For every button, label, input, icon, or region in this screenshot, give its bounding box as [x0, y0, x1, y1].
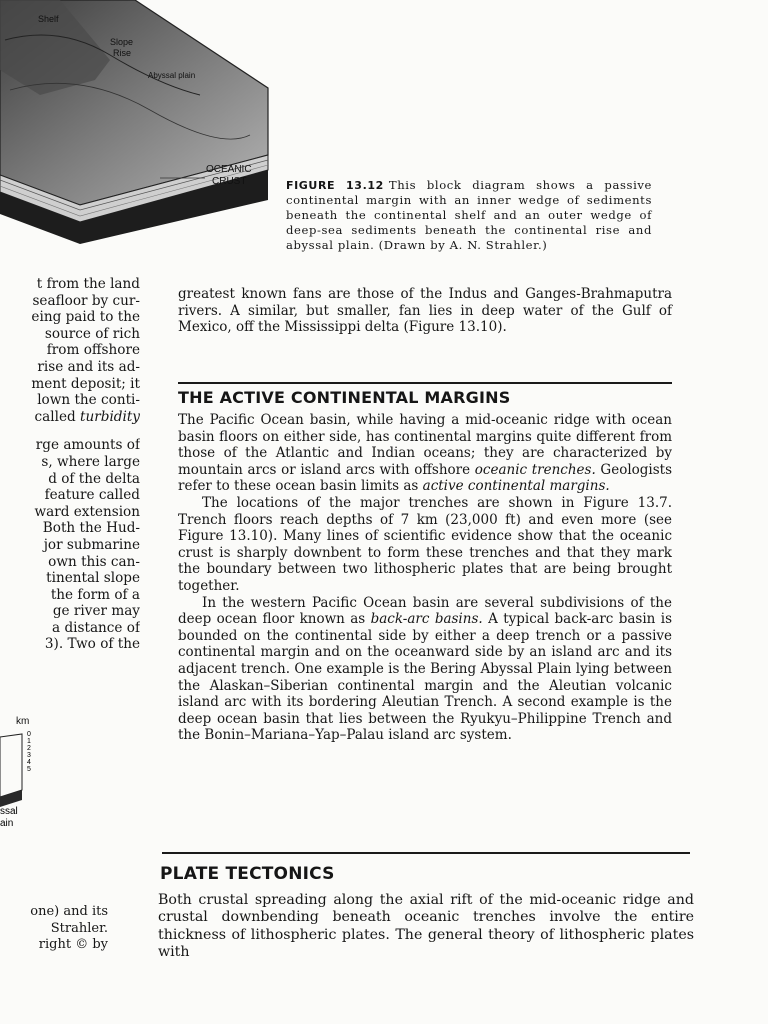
depth-unit-label: km	[16, 716, 30, 727]
left-line: feature called	[44, 487, 140, 504]
left-line: lown the conti-	[37, 392, 140, 409]
block-diagram-figure	[0, 0, 280, 245]
figure-label-slope: Slope	[110, 37, 134, 47]
left-line: tinental slope	[46, 570, 140, 587]
paragraph-text: The Pacific Ocean basin, while having a mid-oceanic ridge with ocean basin floors on either side, has continental margins quite different from those of the Atlantic and Indian oceans; they are characterized by mountain arcs or island arcs with offshore	[178, 412, 672, 478]
left-line: source of rich	[44, 325, 140, 342]
left-line: the form of a	[50, 586, 140, 603]
plate-tectonics-paragraph: Both crustal spreading along the axial rift of the mid-oceanic ridge and crustal downbending beneath oceanic trenches involve the entire thickness of lithospheric plates. The general theory of lithospheric plates with	[158, 892, 694, 961]
section-rule	[178, 382, 672, 384]
section-heading-plate-tectonics: PLATE TECTONICS	[160, 864, 335, 884]
figure-label-rise: Rise	[113, 48, 132, 58]
intro-paragraph: greatest known fans are those of the Indus and Ganges-Brahmaputra rivers. A similar, but smaller, fan lies in deep water of the Gulf of Mexico, off the Mississippi delta (Figure 13.10).	[178, 286, 672, 336]
section-rule	[162, 852, 690, 854]
left-line: d of the delta	[48, 470, 140, 487]
section-heading-active-margins: THE ACTIVE CONTINENTAL MARGINS	[178, 388, 511, 407]
left-line: Both the Hud-	[42, 520, 140, 537]
paragraph-emphasis: active continental margins.	[422, 478, 610, 495]
paragraph-text: In the western Pacific Ocean basin are several subdivisions of the deep ocean floor known as	[178, 594, 672, 628]
left-line: a distance of	[52, 619, 140, 636]
left-line-start: called	[34, 408, 76, 425]
figure-label-abyssal: Abyssal plain	[148, 71, 196, 80]
figure-label-shelf: Shelf	[38, 14, 59, 24]
active-margins-body	[178, 412, 672, 744]
left-line: t from the land	[36, 276, 140, 292]
left-line: ment deposit; it	[31, 375, 140, 392]
paragraph-text: Geologists refer to these ocean basin limits as	[178, 461, 673, 495]
paragraph: The locations of the major trenches are shown in Figure 13.7. Trench floors reach depths of 7 km (23,000 ft) and even more (see Figure 13.10). Many lines of scientific evidence show that the oceanic crust is sharply downbent to form these trenches and that they mark the boundary between two lithospheric plates that are being brought together.	[178, 494, 672, 594]
left-line	[0, 409, 140, 426]
depth-tick: 2	[27, 745, 31, 752]
depth-scale-figure	[0, 712, 60, 832]
left-column-text	[0, 276, 140, 653]
left-bottom-line: right © by	[38, 937, 108, 952]
depth-tick: 4	[27, 759, 31, 766]
left-line: s, where large	[41, 453, 140, 470]
paragraph-emphasis: oceanic trenches.	[474, 461, 596, 478]
paragraph	[178, 595, 672, 744]
plain-label: ain	[0, 818, 14, 829]
figure-caption-label: FIGURE 13.12	[286, 179, 384, 192]
left-bottom-caption	[0, 904, 108, 954]
left-line: from offshore	[46, 342, 140, 359]
left-line: rge amounts of	[35, 437, 140, 454]
left-line: jor submarine	[43, 536, 140, 553]
main-column	[178, 286, 672, 336]
left-line: own this can-	[48, 553, 140, 570]
left-bottom-line: Strahler.	[50, 920, 108, 936]
figure-label-crust-2: CRUST	[212, 176, 247, 187]
figure-label-crust-1: OCEANIC	[206, 164, 252, 175]
paragraph-text: A typical back-arc basin is bounded on the continental side by either a deep trench or a passive continental margin and on the oceanward side by an island arc and its adjacent trench. One example is the Bering Abyssal Plain lying between the Alaskan–Siberian continental margin and the Aleutian volcanic island arc with its bordering Aleutian Trench. A second example is the deep ocean basin that lies between the Ryukyu–Philippine Trench and the Bonin–Mariana–Yap–Palau island arc system.	[178, 611, 673, 744]
depth-tick: 0	[27, 731, 31, 738]
left-line: rise and its ad-	[37, 358, 140, 375]
left-line: ward extension	[34, 503, 140, 520]
abyssal-label: ssal	[0, 806, 18, 817]
paragraph	[178, 412, 672, 495]
left-bottom-line: one) and its	[30, 904, 108, 919]
left-line: ge river may	[52, 603, 140, 620]
depth-tick: 1	[27, 738, 31, 745]
left-line: eing paid to the	[31, 309, 140, 326]
figure-caption	[286, 178, 652, 253]
left-gap	[0, 425, 140, 437]
depth-tick: 5	[27, 766, 31, 773]
paragraph-emphasis: back-arc basins.	[370, 611, 483, 628]
left-line: seafloor by cur-	[32, 292, 140, 309]
depth-tick: 3	[27, 752, 31, 759]
figure-caption-text: This block diagram shows a passive continental margin with an inner wedge of sediments beneath the continental shelf and an outer wedge of deep-sea sediments beneath the continental rise and abyssal plain. (Drawn by A. N. Strahler.)	[286, 178, 652, 252]
left-line-italic: turbidity	[80, 408, 140, 425]
left-line: 3). Two of the	[44, 636, 140, 653]
